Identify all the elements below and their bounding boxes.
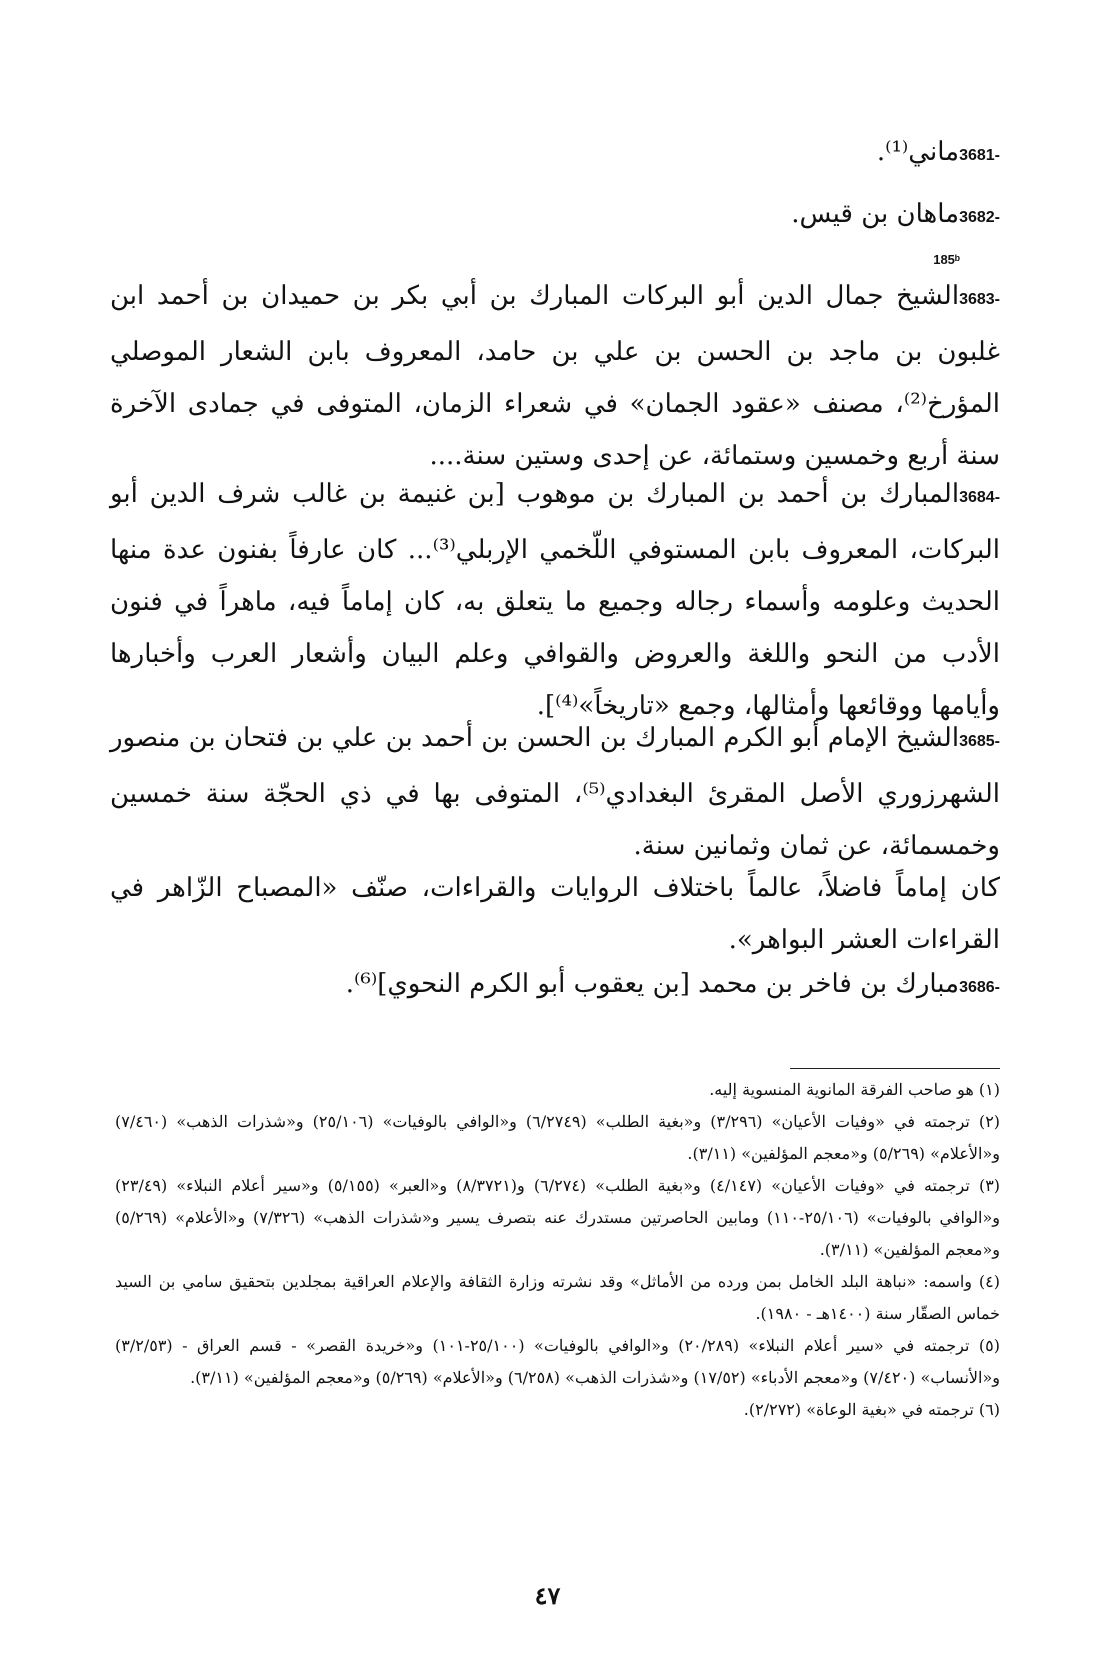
entry-3684: [110, 468, 1000, 732]
entry-3685-paragraph-2: [110, 862, 1000, 966]
entry-number: 3682-: [959, 209, 1000, 226]
entry-text: مبارك بن فاخر بن محمد [بن يعقوب أبو الكرم النحوي]⁽⁶⁾.: [345, 969, 960, 999]
page-number: ٤٧: [534, 1581, 561, 1610]
entry-number: 3685-: [959, 733, 1000, 750]
entry-3686: [110, 958, 1000, 1014]
entry-3685: [110, 712, 1000, 872]
entry-text: ماني⁽¹⁾.: [876, 137, 960, 167]
entry-number: 3683-: [959, 291, 1000, 308]
entry-3681: [110, 126, 1000, 182]
entry-text: الشيخ جمال الدين أبو البركات المبارك بن أبي بكر بن حميدان بن أحمد ابن غلبون بن ماجد بن الحسن بن علي بن حامد، المعروف بابن الشعار الموصلي المؤرخ⁽²⁾، مصنف «عقود الجمان» في شعراء الزمان، المتوفى في جمادى الآخرة سنة أربع وخمسين وستمائة، عن إحدى وستين سنة....: [110, 281, 1000, 471]
footnote-separator: [790, 1068, 1000, 1069]
entry-number: 3686-: [959, 979, 1000, 996]
footnote-1: (١) هو صاحب الفرقة المانوية المنسوية إليه.: [709, 1080, 1000, 1099]
entry-text: ماهان بن قيس.: [791, 199, 960, 229]
footnote-3: (٣) ترجمته في «وفيات الأعيان» (٤/١٤٧) و«بغية الطلب» (٦/٢٧٤) و(٨/٣٧٢١) و«العبر» (٥/١٥٥) و«سير أعلام النبلاء» (٢٣/٤٩) و«الوافي بالوفيات» (٢٥/١٠٦-١١٠) ومابين الحاصرتين مستدرك عنه بتصرف يسير و«شذرات الذهب» (٧/٣٢٦) و«الأعلام» (٥/٢٦٩) و«معجم المؤلفين» (٣/١١).: [115, 1176, 1001, 1259]
entry-3682: [110, 188, 1000, 244]
entry-text: الشيخ الإمام أبو الكرم المبارك بن الحسن بن أحمد بن علي بن فتحان بن منصور الشهرزوري الأصل المقرئ البغدادي⁽⁵⁾، المتوفى بها في ذي الحجّة سنة خمسين وخمسمائة، عن ثمان وثمانين سنة.: [110, 723, 1001, 861]
footnotes: [115, 1074, 1000, 1426]
entry-number: 3684-: [959, 489, 1001, 506]
entry-3683: [110, 270, 1000, 482]
folio-mark: 185ᵇ: [933, 252, 960, 267]
footnote-2: (٢) ترجمته في «وفيات الأعيان» (٣/٢٩٦) و«بغية الطلب» (٦/٢٧٤٩) و«الوافي بالوفيات» (٢٥/١٠٦) و«شذرات الذهب» (٧/٤٦٠) و«الأعلام» (٥/٢٦٩) و«معجم المؤلفين» (٣/١١).: [115, 1112, 1001, 1163]
footnote-6: (٦) ترجمته في «بغية الوعاة» (٢/٢٧٢).: [743, 1400, 1000, 1419]
footnote-4: (٤) واسمه: «نباهة البلد الخامل بمن ورده من الأماثل» وقد نشرته وزارة الثقافة والإعلام العراقية بمجلدين بتحقيق سامي بن السيد خماس الصقّار سنة (١٤٠٠هـ - ١٩٨٠).: [115, 1272, 1000, 1323]
entry-text: كان إماماً فاضلاً، عالماً باختلاف الروايات والقراءات، صنّف «المصباح الزّاهر في القراءات العشر البواهر».: [110, 873, 1000, 955]
entry-number: 3681-: [959, 147, 1000, 164]
footnote-5: (٥) ترجمته في «سير أعلام النبلاء» (٢٠/٢٨٩) و«الوافي بالوفيات» (٢٥/١٠٠-١٠١) و«خريدة القصر» - قسم العراق - (٣/٢/٥٣) و«الأنساب» (٧/٤٢٠) و«معجم الأدباء» (١٧/٥٢) و«شذرات الذهب» (٦/٢٥٨) و«الأعلام» (٥/٢٦٩) و«معجم المؤلفين» (٣/١١).: [115, 1336, 1000, 1387]
entry-text: المبارك بن أحمد بن المبارك بن موهوب [بن غنيمة بن غالب شرف الدين أبو البركات، المعروف بابن المستوفي اللّخمي الإربلي⁽³⁾... كان عارفاً بفنون عدة منها الحديث وعلومه وأسماء رجاله وجميع ما يتعلق به، كان إماماً فيه، ماهراً في فنون الأدب من النحو واللغة والعروض والقوافي وعلم البيان وأشعار العرب وأخبارها وأيامها ووقائعها وأمثالها، وجمع «تاريخاً»⁽⁴⁾].: [110, 479, 1000, 721]
